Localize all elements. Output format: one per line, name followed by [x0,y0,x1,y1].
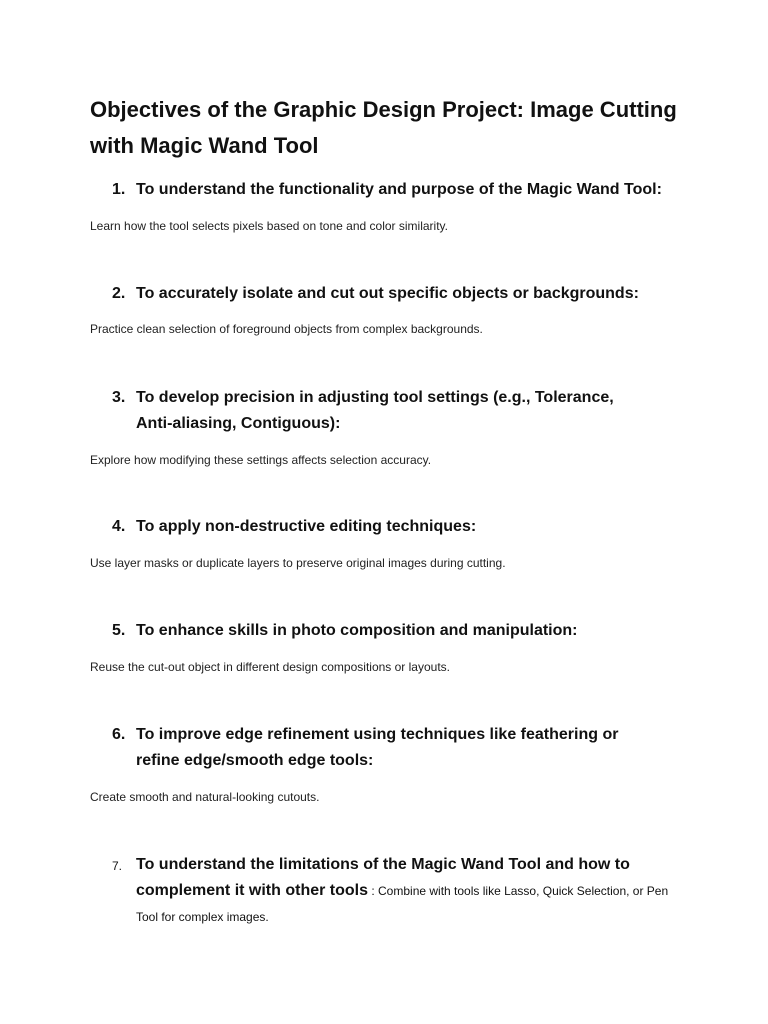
objective-description: Use layer masks or duplicate layers to preserve original images during cutting. [90,556,506,570]
objective-description: Practice clean selection of foreground objects from complex backgrounds. [90,322,483,336]
objective-description: Explore how modifying these settings affects selection accuracy. [90,453,432,467]
objective-heading-text: To develop precision in adjusting tool settings (e.g., Tolerance, Anti-aliasing, Contiguous): [136,389,614,432]
objective-number: 3. [112,389,126,406]
objective-heading-text: To enhance skills in photo composition and manipulation: [136,622,578,639]
objective-number: 6. [112,726,126,743]
objective-heading-text: To apply non-destructive editing techniques: [136,518,477,535]
objective-heading [112,177,672,203]
objective-heading-text: To accurately isolate and cut out specific objects or backgrounds: [136,285,639,302]
objective-heading [112,385,632,437]
objective-number: 5. [112,622,126,639]
objective-number: 2. [112,285,126,302]
objective-heading [112,722,652,774]
objective-description: Create smooth and natural-looking cutouts. [90,790,320,804]
objective-heading-text: To improve edge refinement using techniques like feathering or refine edge/smooth edge tools: [136,726,619,769]
objective-heading [112,514,672,540]
objective-heading [112,618,672,644]
objective-description: Reuse the cut-out object in different design compositions or layouts. [90,660,450,674]
objective-heading-text: To understand the limitations of the Magic Wand Tool and how to complement it with other tools [136,856,630,899]
objective-heading-text: To understand the functionality and purpose of the Magic Wand Tool: [136,181,662,198]
objective-description: Learn how the tool selects pixels based on tone and color similarity. [90,219,448,233]
objective-number: 4. [112,518,126,535]
objective-heading-block [136,852,672,930]
objective-number: 1. [112,181,126,198]
objective-number: 7. [112,859,123,873]
objective-description: : Combine with tools like Lasso, Quick Selection, or Pen Tool for complex images. [136,884,669,924]
objective-heading [112,281,672,307]
document-title: Objectives of the Graphic Design Project: Image Cutting with Magic Wand Tool [90,97,677,158]
objective-heading [112,852,672,930]
